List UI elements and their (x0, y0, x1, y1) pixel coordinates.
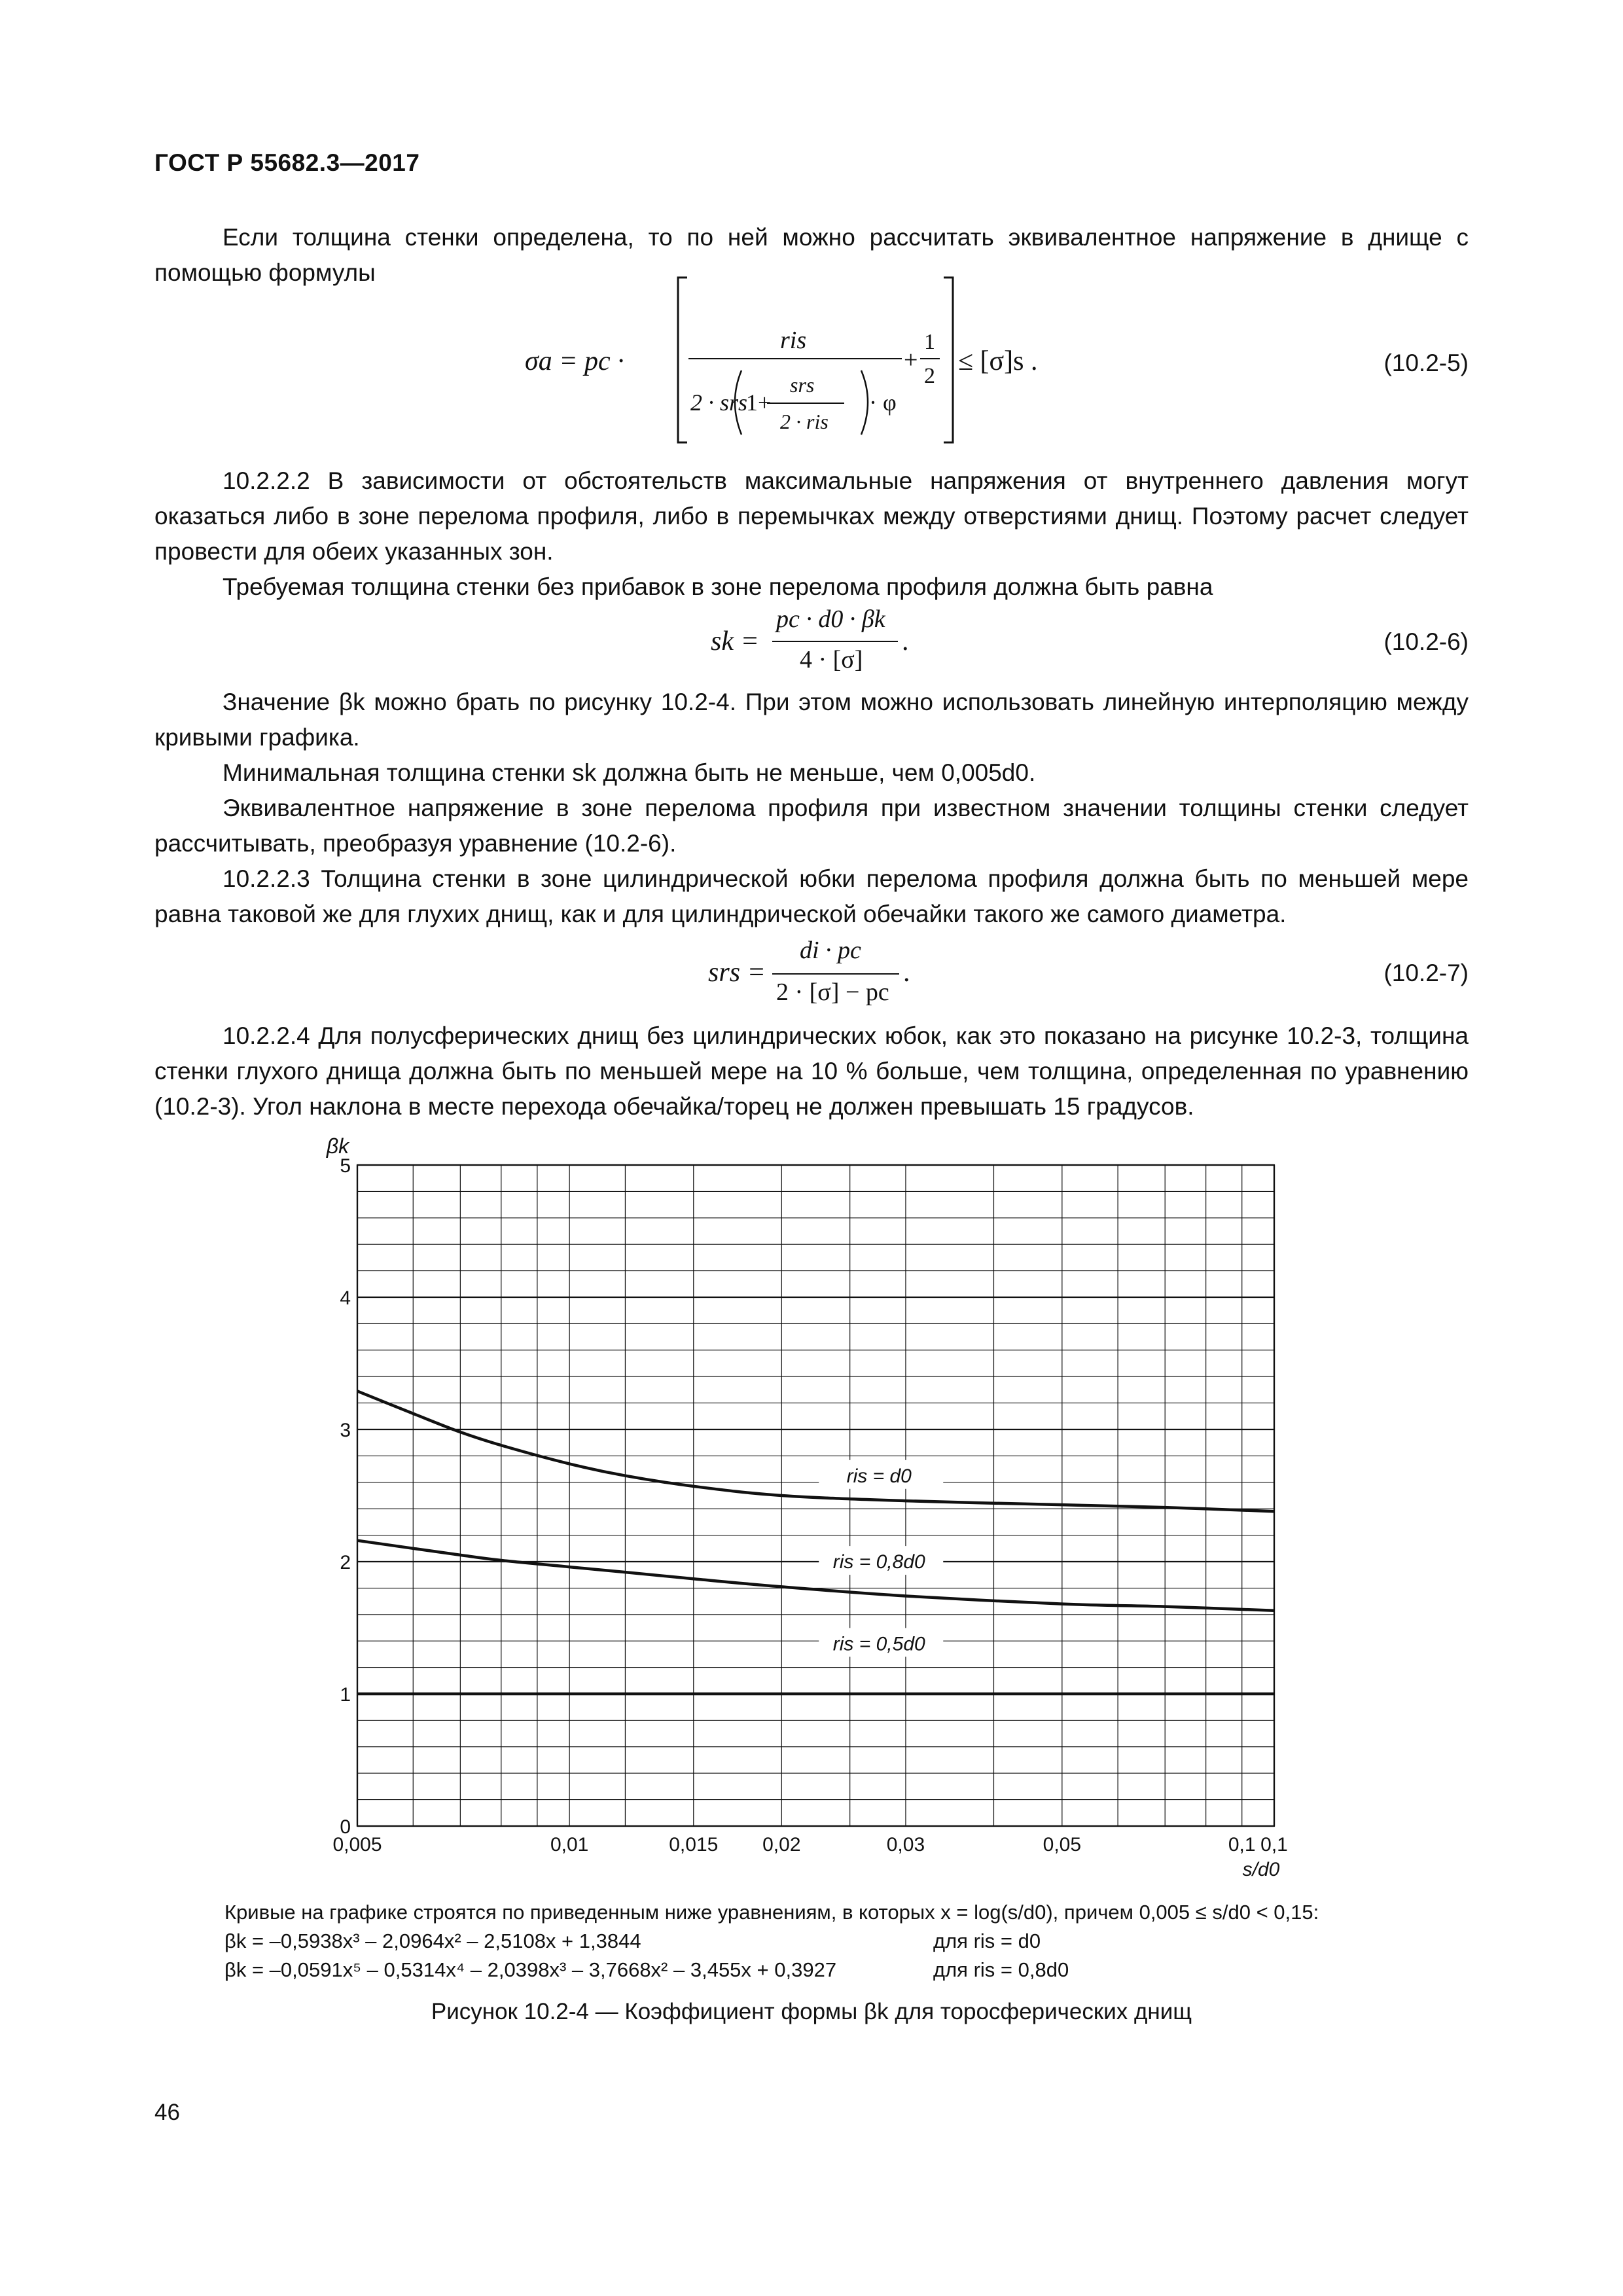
paragraph-10-2-2-2: 10.2.2.2 В зависимости от обстоятельств максимальные напряжения от внутреннего давления могут оказаться либо в зоне перелома профиля, либо в перемычках между отверстиями днищ. Поэтому расчет следует провести для обеих указанных зон. (154, 467, 1469, 565)
paragraph-beta-k: Значение βk можно брать по рисунку 10.2-4. При этом можно использовать линейную интерполяцию между кривыми графика. (154, 689, 1469, 751)
y-tick-label: 3 (340, 1420, 351, 1441)
series-line-0 (357, 1391, 1274, 1511)
f7-denominator: 2 · [σ] − pc (776, 978, 889, 1006)
figure-caption: Рисунок 10.2-4 — Коэффициент формы βk для торосферических днищ (431, 1999, 1192, 2024)
figure-note-eq1: βk = –0,5938x³ – 2,0964x² – 2,5108x + 1,3844 (224, 1929, 641, 1952)
f6-end: . (902, 626, 909, 656)
y-tick-label: 0 (340, 1816, 351, 1838)
f5-inner-den: 2 · ris (780, 410, 829, 433)
figure-note-eq2: βk = –0,0591x⁵ – 0,5314x⁴ – 2,0398x³ – 3,7668x² – 3,455x + 0,3927 (224, 1958, 837, 1981)
x-tick-label: 0,01 (550, 1834, 589, 1856)
plot-frame (357, 1165, 1274, 1826)
f5-inner-num: srs (790, 373, 815, 397)
x-tick-label: 0,1 (1260, 1834, 1288, 1856)
formula-number: (10.2-6) (1383, 628, 1469, 655)
f7-lhs: srs = (708, 958, 766, 988)
paragraph-min-thickness: Минимальная толщина стенки sk должна быть не меньше, чем 0,005d0. (223, 759, 1036, 786)
y-tick-label: 1 (340, 1684, 351, 1706)
y-tick-label: 4 (340, 1287, 351, 1309)
x-tick-label: 0,05 (1043, 1834, 1082, 1856)
x-axis-label: s/d0 (1242, 1859, 1280, 1880)
f6-numerator: pc · d0 · βk (776, 605, 885, 633)
f6-lhs: sk = (711, 626, 759, 656)
page-number: 46 (154, 2100, 180, 2125)
f6-denominator: 4 · [σ] (800, 646, 863, 673)
figure-note-eq1-condition: для ris = d0 (933, 1929, 1041, 1952)
x-tick-label: 0,015 (669, 1834, 719, 1856)
f5-numerator: ris (780, 327, 807, 354)
f5-lhs: σa = pc · (525, 346, 624, 376)
f5-half-den: 2 (924, 364, 935, 388)
document-header: ГОСТ Р 55682.3—2017 (154, 149, 420, 176)
figure-note-eq2-condition: для ris = 0,8d0 (933, 1958, 1069, 1981)
curve-label: ris = 0,8d0 (832, 1551, 925, 1573)
f7-numerator: di · pc (800, 937, 861, 964)
f5-half-num: 1 (924, 330, 935, 354)
paragraph-10-2-2-4: 10.2.2.4 Для полусферических днищ без цилиндрических юбок, как это показано на рисунке 10.2-3, толщина стенки глухого днища должна быть по меньшей мере на 10 % больше, чем толщина, определенная по уравнению (10.2-3). Угол наклона в месте перехода обечайка/торец не должен превышать 15 градусов. (154, 1022, 1469, 1120)
y-tick-label: 2 (340, 1552, 351, 1573)
y-tick-label: 5 (340, 1155, 351, 1177)
curve-label: ris = 0,5d0 (832, 1633, 925, 1655)
f5-one-plus: 1+ (746, 389, 772, 416)
paragraph-required-thickness: Требуемая толщина стенки без прибавок в зоне перелома профиля должна быть равна (223, 573, 1213, 600)
paragraph-10-2-2-3: 10.2.2.3 Толщина стенки в зоне цилиндрической юбки перелома профиля должна быть по меньшей мере равна таковой же для глухих днищ, как и для цилиндрической обечайки такого же самого диаметра. (154, 865, 1469, 927)
f5-plus: + (904, 346, 918, 374)
f5-rhs: ≤ [σ]s . (958, 346, 1038, 376)
f5-den-a: 2 · srs (690, 389, 748, 416)
f5-phi: · φ (869, 389, 897, 416)
f7-end: . (903, 958, 910, 988)
formula-number: (10.2-7) (1383, 960, 1469, 986)
paragraph-equivalent-stress: Эквивалентное напряжение в зоне перелома профиля при известном значении толщины стенки следует рассчитывать, преобразуя уравнение (10.2-6). (154, 795, 1469, 857)
paragraph-intro: Если толщина стенки определена, то по ней можно рассчитать эквивалентное напряжение в днище с помощью формулы (154, 224, 1469, 286)
x-tick-label: 0,005 (332, 1834, 382, 1856)
x-tick-label: 0,03 (886, 1834, 925, 1856)
formula-number: (10.2-5) (1383, 350, 1469, 376)
x-tick-label: 0,1 (1228, 1834, 1256, 1856)
y-axis-label: βk (326, 1134, 349, 1158)
figure-note-intro: Кривые на графике строятся по приведенным ниже уравнениям, в которых x = log(s/d0), причем 0,005 ≤ s/d0 < 0,15: (224, 1901, 1319, 1924)
x-tick-label: 0,02 (762, 1834, 801, 1856)
curve-label: ris = d0 (846, 1465, 912, 1487)
series-line-1 (357, 1541, 1274, 1611)
